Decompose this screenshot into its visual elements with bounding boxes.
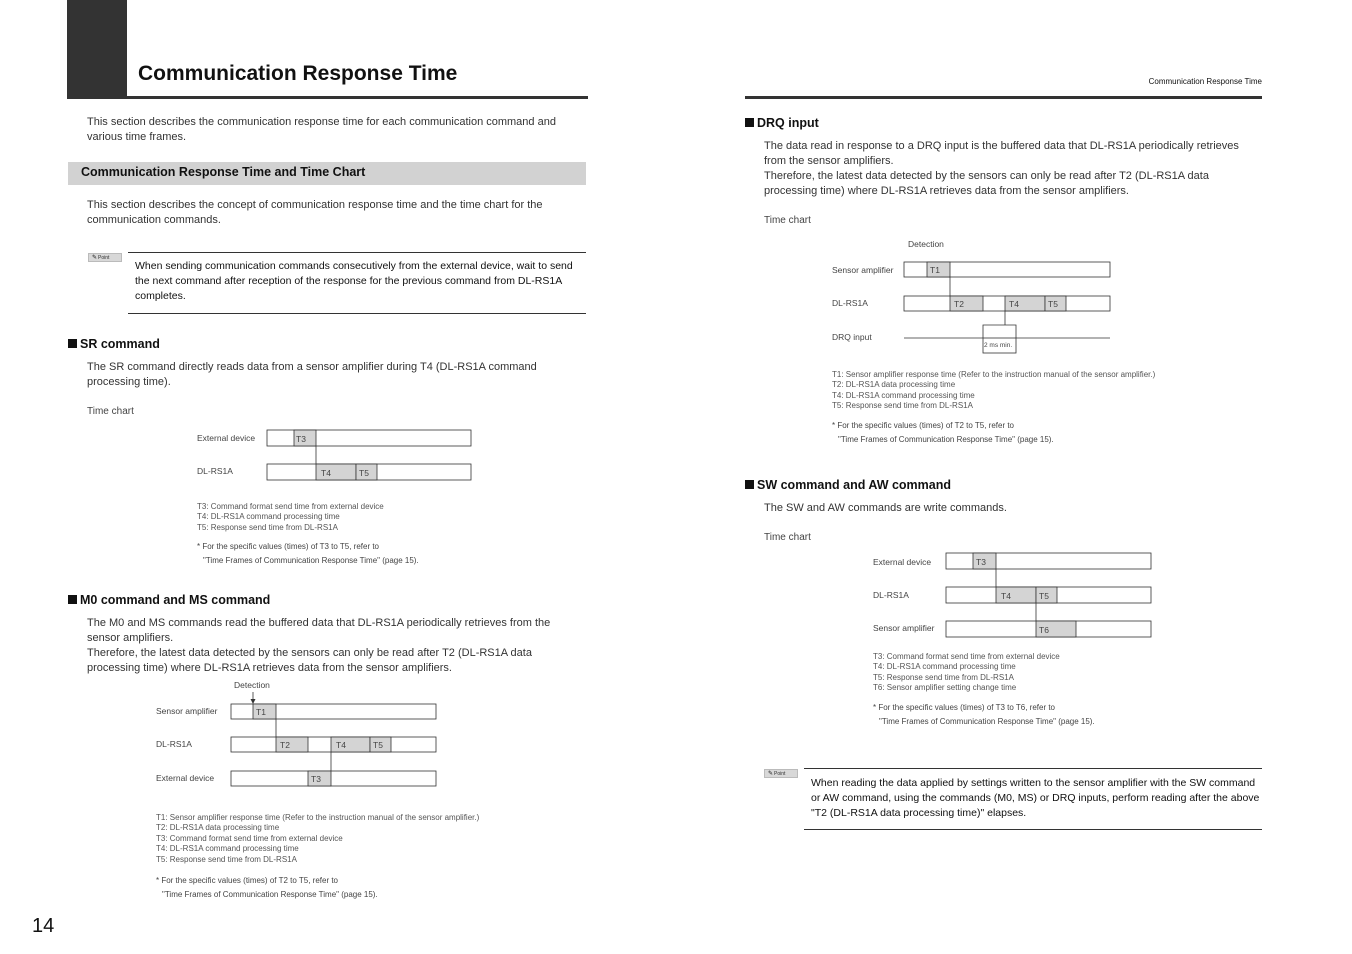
point-top-rule [128, 252, 586, 253]
sr-legend-t3: T3: Command format send time from external device [197, 502, 384, 511]
intro-paragraph: This section describes the communication response time for each communication command and various time frames. [87, 116, 556, 143]
sw-description: The SW and AW commands are write commands. [764, 502, 1007, 514]
m0-detection-label: Detection [234, 680, 270, 690]
m0-description-1: The M0 and MS commands read the buffered data that DL-RS1A periodically retrieves from the sensor amplifiers. [87, 617, 551, 644]
sw-footnote-line2: "Time Frames of Communication Response Time" (page 15). [879, 717, 1095, 726]
title-block-decoration [67, 0, 127, 98]
drq-pulse-signal [904, 325, 1110, 338]
m0-cell-t1-label: T1 [256, 707, 266, 717]
sr-legend-t5: T5: Response send time from DL-RS1A [197, 522, 338, 532]
m0-cell-t2-label: T2 [280, 740, 290, 750]
m0-footnote-line2: "Time Frames of Communication Response Time" (page 15). [162, 890, 378, 899]
sw-legend [873, 652, 1060, 694]
point-bottom-rule [128, 313, 586, 314]
sr-time-chart-label: Time chart [87, 406, 134, 417]
drq-cell-t4-label: T4 [1009, 299, 1019, 309]
sr-command-heading: SR command [68, 337, 160, 351]
sw-legend-t4: T4: DL-RS1A command processing time [873, 662, 1016, 672]
sr-cell-t3-label: T3 [296, 434, 306, 444]
sw-legend-t3: T3: Command format send time from external device [873, 652, 1060, 661]
sr-legend-t4: T4: DL-RS1A command processing time [197, 512, 340, 522]
m0-command-heading: M0 command and MS command [68, 593, 270, 607]
m0-detection-arrowhead [251, 699, 256, 704]
sr-footnote-line2: "Time Frames of Communication Response Time" (page 15). [203, 556, 419, 565]
drq-footnote [832, 419, 1054, 447]
drq-description [764, 139, 1254, 199]
sw-cell-t5-label: T5 [1039, 591, 1049, 601]
drq-description-2: Therefore, the latest data detected by the sensors can only be read after T2 (DL-RS1A data processing time) where DL-RS1A retrieves data from the sensor amplifiers. [764, 170, 1209, 197]
m0-row-label-dlrs1a: DL-RS1A [156, 739, 192, 749]
drq-detection-label: Detection [908, 239, 944, 249]
drq-row-label-drq: DRQ input [832, 332, 872, 342]
point-badge: ✎Point [88, 253, 122, 262]
sr-legend [197, 502, 384, 533]
sr-time-chart [190, 425, 480, 485]
subheading-title: Communication Response Time and Time Chart [81, 165, 366, 179]
square-bullet-icon [745, 480, 754, 489]
drq-cell-t2-label: T2 [954, 299, 964, 309]
drq-input-heading: DRQ input [745, 116, 819, 130]
m0-legend-t5: T5: Response send time from DL-RS1A [156, 854, 297, 864]
sw-legend-t5: T5: Response send time from DL-RS1A [873, 672, 1014, 682]
drq-pulse-label: 2 ms min. [984, 342, 1013, 349]
sr-cell-t4-label: T4 [321, 468, 331, 478]
pencil-icon: ✎ [768, 771, 774, 777]
sw-time-chart [866, 548, 1158, 643]
m0-description-2: Therefore, the latest data detected by the sensors can only be read after T2 (DL-RS1A data processing time) where DL-RS1A retrieves data from the sensor amplifiers. [87, 647, 532, 674]
right-point-top-rule [804, 768, 1262, 769]
sw-footnote [873, 701, 1095, 729]
drq-description-1: The data read in response to a DRQ input is the buffered data that DL-RS1A periodically retrieves from the sensor amplifiers. [764, 140, 1239, 167]
point-note-text: When sending communication commands consecutively from the external device, wait to send the next command after reception of the response for the previous command from DL-RS1A completes. [135, 260, 573, 302]
drq-cell-t5-label: T5 [1048, 299, 1058, 309]
right-point-badge: ✎Point [764, 769, 798, 778]
m0-legend-t3: T3: Command format send time from external device [156, 833, 343, 843]
m0-cell-t4-label: T4 [336, 740, 346, 750]
pencil-icon: ✎ [92, 255, 98, 261]
sr-description: The SR command directly reads data from a sensor amplifier during T4 (DL-RS1A command processing time). [87, 361, 537, 388]
page-title: Communication Response Time [138, 62, 458, 85]
sr-footnote [197, 540, 419, 568]
sr-row-label-external: External device [197, 433, 256, 443]
square-bullet-icon [68, 339, 77, 348]
m0-row-label-external: External device [156, 773, 215, 783]
sw-cell-t3-label: T3 [976, 557, 986, 567]
m0-footnote [156, 874, 378, 902]
drq-legend-t2: T2: DL-RS1A data processing time [832, 380, 956, 390]
sr-row-label-dlrs1a: DL-RS1A [197, 466, 233, 476]
m0-legend-t1: T1: Sensor amplifier response time (Refer to the instruction manual of the sensor amplifier.) [156, 813, 480, 822]
subsection-intro: This section describes the concept of communication response time and the time chart for the communication commands. [87, 199, 543, 226]
drq-row-label-dlrs1a: DL-RS1A [832, 298, 868, 308]
right-point-note-text: When reading the data applied by settings written to the sensor amplifier with the SW command or AW command, using the commands (M0, MS) or DRQ inputs, perform reading after the above "T2 (DL-RS1A data processing time)" elapses. [811, 777, 1260, 819]
m0-time-chart [150, 677, 450, 795]
m0-description [87, 616, 567, 676]
sw-row-label-external: External device [873, 557, 932, 567]
sr-cell-t5-label: T5 [359, 468, 369, 478]
drq-legend-t1: T1: Sensor amplifier response time (Refer to the instruction manual of the sensor amplifier.) [832, 370, 1156, 379]
drq-legend-t5: T5: Response send time from DL-RS1A [832, 401, 973, 411]
sr-footnote-line1: * For the specific values (times) of T3 to T5, refer to [197, 542, 379, 551]
m0-legend [156, 813, 479, 865]
m0-cell-t5-label: T5 [373, 740, 383, 750]
right-header-rule [745, 96, 1262, 99]
sw-cell-t4-label: T4 [1001, 591, 1011, 601]
sw-time-chart-label: Time chart [764, 532, 811, 543]
m0-row-label-sensor: Sensor amplifier [156, 706, 218, 716]
square-bullet-icon [745, 118, 754, 127]
drq-cell-t1-label: T1 [930, 265, 940, 275]
m0-legend-t4: T4: DL-RS1A command processing time [156, 844, 299, 854]
drq-row-label-sensor: Sensor amplifier [832, 265, 894, 275]
page-number: 14 [32, 915, 55, 937]
drq-footnote-line1: * For the specific values (times) of T2 to T5, refer to [832, 421, 1014, 430]
drq-time-chart [826, 234, 1116, 359]
right-point-bottom-rule [804, 829, 1262, 830]
drq-legend [832, 370, 1155, 412]
m0-external-row [231, 771, 436, 786]
drq-footnote-line2: "Time Frames of Communication Response Time" (page 15). [838, 435, 1054, 444]
m0-footnote-line1: * For the specific values (times) of T2 to T5, refer to [156, 876, 338, 885]
sw-row-label-dlrs1a: DL-RS1A [873, 590, 909, 600]
square-bullet-icon [68, 595, 77, 604]
drq-legend-t4: T4: DL-RS1A command processing time [832, 390, 975, 400]
sw-legend-t6: T6: Sensor amplifier setting change time [873, 683, 1017, 693]
sw-footnote-line1: * For the specific values (times) of T3 to T6, refer to [873, 703, 1055, 712]
title-underline [67, 96, 588, 99]
m0-cell-t3-label: T3 [311, 774, 321, 784]
sw-aw-command-heading: SW command and AW command [745, 478, 951, 492]
drq-time-chart-label: Time chart [764, 215, 811, 226]
running-head: Communication Response Time [1148, 77, 1262, 86]
sw-row-label-sensor: Sensor amplifier [873, 623, 935, 633]
sw-cell-t6-label: T6 [1039, 625, 1049, 635]
m0-legend-t2: T2: DL-RS1A data processing time [156, 823, 280, 833]
